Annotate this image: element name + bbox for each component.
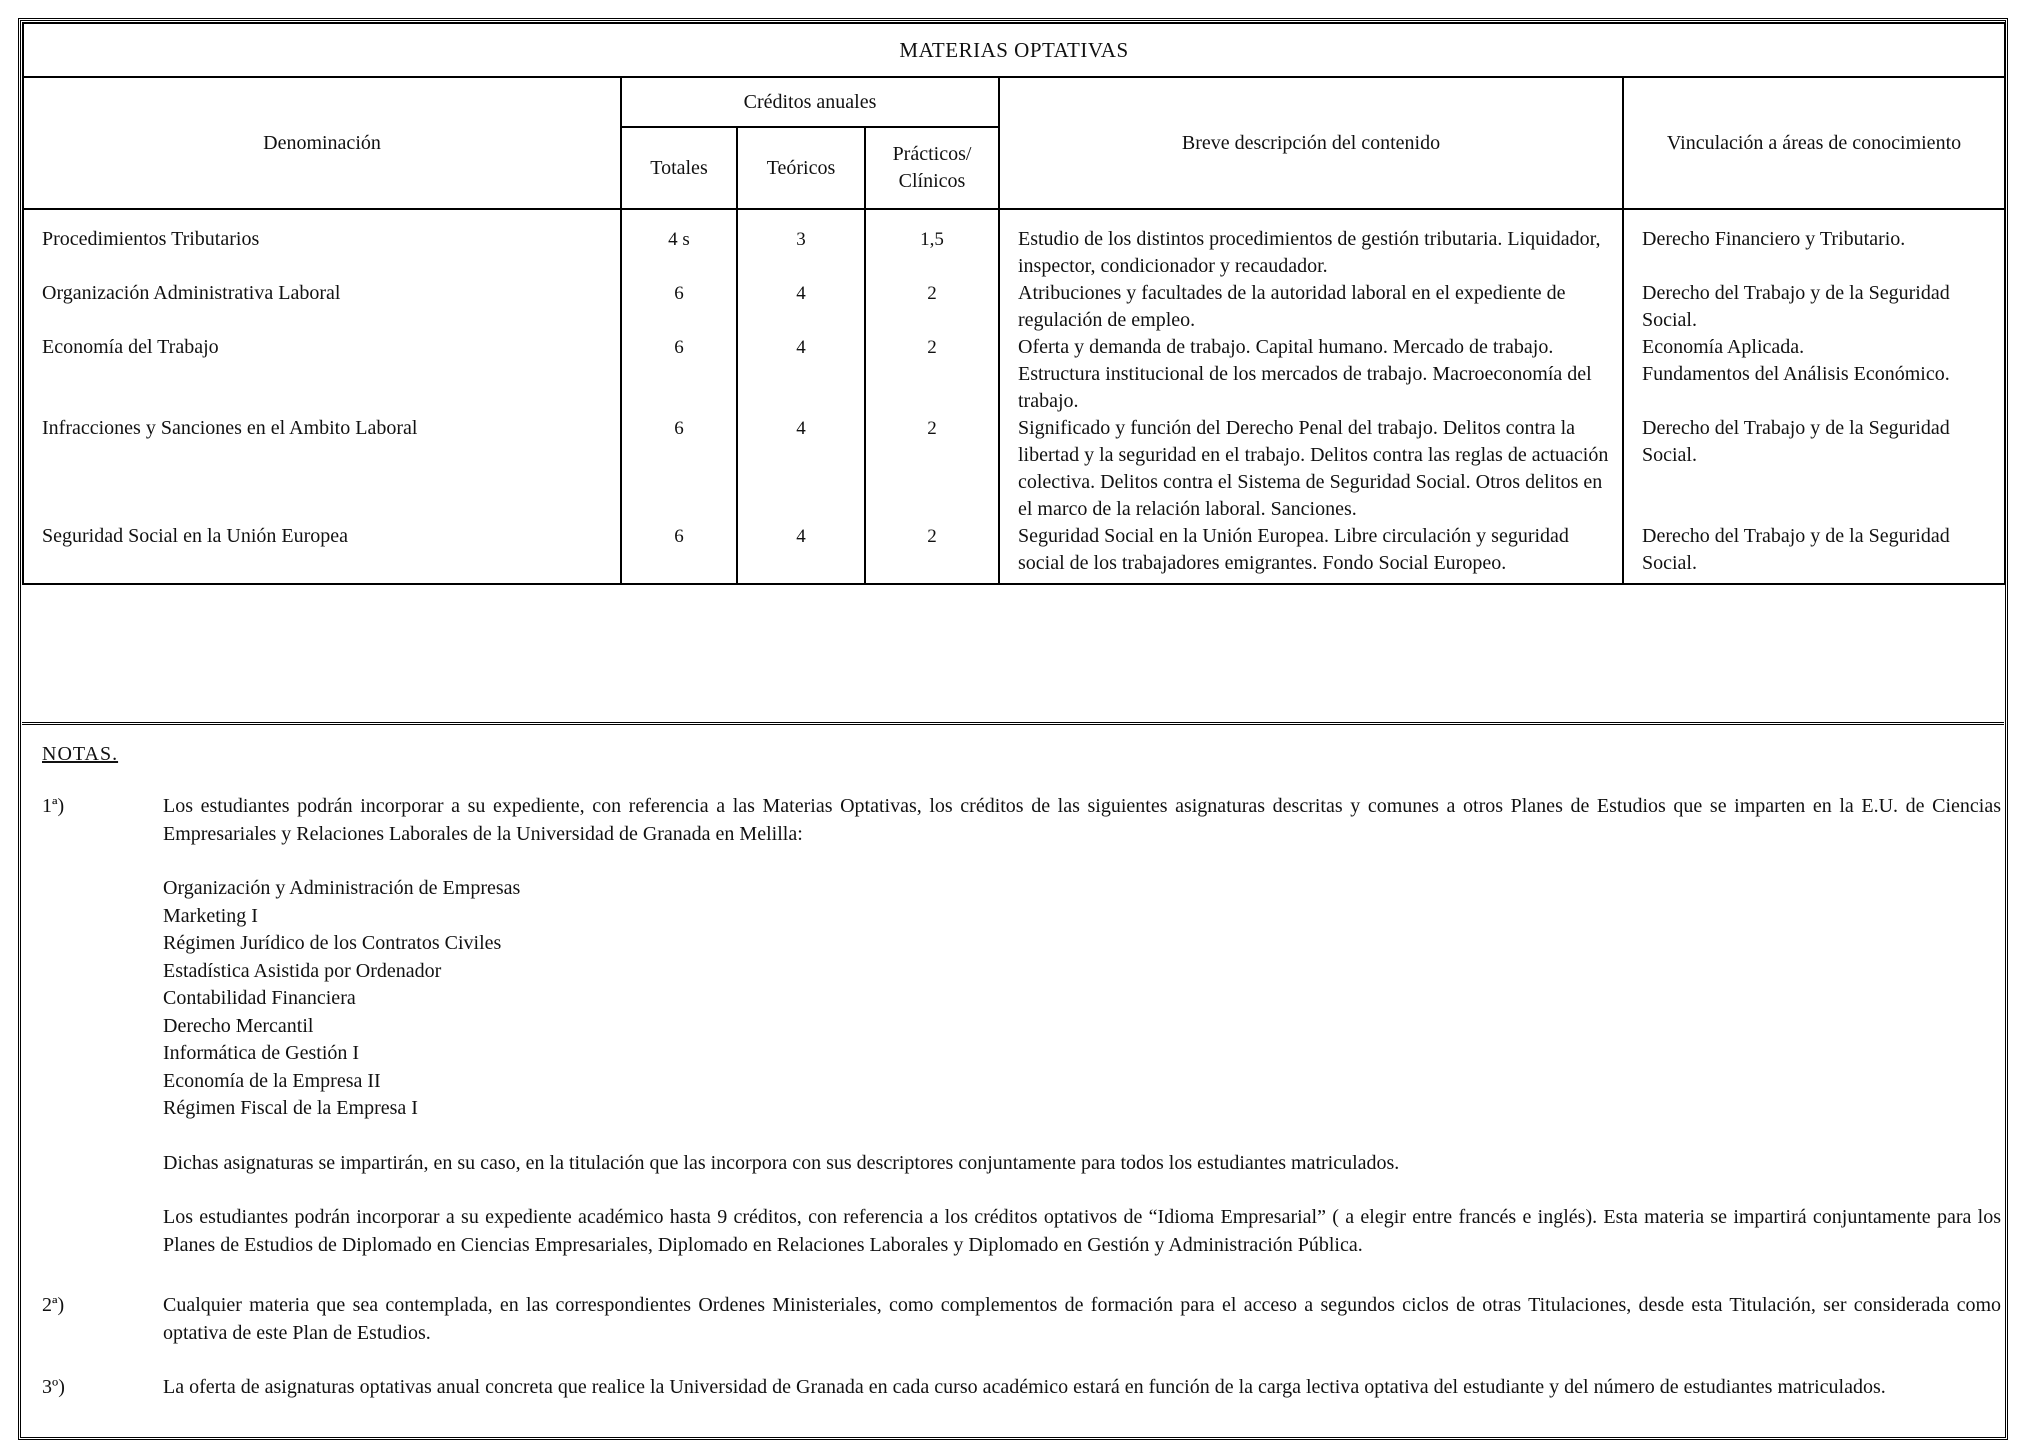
list-item: Informática de Gestión I [163,1042,360,1064]
header-denominacion: Denominación [23,77,621,209]
list-item: Marketing I [163,904,258,927]
header-creditos-anuales: Créditos anuales [621,77,999,127]
cell-descripcion: Seguridad Social en la Unión Europea. Libre circulación y seguridad social de los trabajadores emigrantes. Fondo Social Europeo. [999,523,1623,584]
cell-descripcion: Atribuciones y facultades de la autoridad laboral en el expediente de regulación de empleo. [999,280,1623,334]
table-row [23,280,2005,334]
cell-vinculacion: Derecho Financiero y Tributario. [1623,209,2005,280]
note-1-intro: Los estudiantes podrán incorporar a su expediente, con referencia a las Materias Optativas, los créditos de las siguientes asignaturas descritas y comunes a otros Planes de Estudios que se imparten en la E.U. de Ciencias Empresariales y Relaciones Laborales de la Universidad de Granada en Melilla: [163,795,2001,845]
header-practicos [865,127,999,209]
table-title: MATERIAS OPTATIVAS [23,23,2005,77]
notes-title: NOTAS. [42,743,119,765]
cell-vinculacion: Derecho del Trabajo y de la Seguridad Social. [1623,415,2005,523]
cell-practicos: 1,5 [865,209,999,280]
cell-vinculacion-line: Fundamentos del Análisis Económico. [1642,363,1950,385]
table-row [23,334,2005,415]
subjects-list [163,875,2001,1123]
list-item: Estadística Asistida por Ordenador [163,959,442,982]
header-practicos-line1: Prácticos/ [892,143,972,165]
header-vinculacion: Vinculación a áreas de conocimiento [1623,77,2005,209]
cell-teoricos: 4 [737,523,865,584]
cell-denominacion: Economía del Trabajo [23,334,621,415]
list-item: Derecho Mercantil [163,1014,314,1037]
note-1-paragraph: Los estudiantes podrán incorporar a su expediente académico hasta 9 créditos, con referencia a los créditos optativos de “Idioma Empresarial” ( a elegir entre francés e inglés). Esta materia se impartirá conjuntamente para los Planes de Estudios de Diplomado en Ciencias Empresariales, Diplomado en Relaciones Laborales y Diplomado en Gestión y Administración Pública. [163,1206,2001,1256]
note-number: 1ª) [42,795,65,817]
list-item: Régimen Jurídico de los Contratos Civiles [163,932,502,954]
note-number: 2ª) [42,1294,65,1316]
list-item: Contabilidad Financiera [163,987,356,1009]
cell-descripcion: Oferta y demanda de trabajo. Capital humano. Mercado de trabajo. Estructura institucional de los mercados de trabajo. Macroeconomía del trabajo. [999,334,1623,415]
header-descripcion: Breve descripción del contenido [999,77,1623,209]
cell-practicos: 2 [865,280,999,334]
cell-denominacion: Organización Administrativa Laboral [23,280,621,334]
cell-teoricos: 4 [737,280,865,334]
note-1-paragraph: Dichas asignaturas se impartirán, en su caso, en la titulación que las incorpora con sus descriptores conjuntamente para todos los estudiantes matriculados. [163,1151,1400,1174]
cell-totales: 6 [621,334,737,415]
header-teoricos: Teóricos [737,127,865,209]
cell-vinculacion-line: Economía Aplicada. [1642,336,1805,358]
cell-vinculacion: Derecho del Trabajo y de la Seguridad Social. [1623,523,2005,584]
cell-descripcion: Significado y función del Derecho Penal del trabajo. Delitos contra la libertad y la seguridad en el trabajo. Delitos contra las reglas de actuación colectiva. Delitos contra el Sistema de Seguridad Social. Otros delitos en el marco de la relación laboral. Sanciones. [999,415,1623,523]
note-body [163,793,2001,1259]
cell-practicos: 2 [865,523,999,584]
cell-practicos: 2 [865,334,999,415]
cell-vinculacion: Derecho del Trabajo y de la Seguridad Social. [1623,280,2005,334]
cell-totales: 4 s [621,209,737,280]
cell-teoricos: 4 [737,415,865,523]
cell-vinculacion [1623,334,2005,415]
table-row [23,415,2005,523]
cell-teoricos: 3 [737,209,865,280]
cell-totales: 6 [621,415,737,523]
list-item: Organización y Administración de Empresas [163,877,521,899]
note-body: La oferta de asignaturas optativas anual concreta que realice la Universidad de Granada en cada curso académico estará en función de la carga lectiva optativa del estudiante y del número de estudiantes matriculados. [163,1376,1886,1398]
materias-optativas-table [22,22,2006,585]
table-row [23,209,2005,280]
cell-totales: 6 [621,280,737,334]
cell-teoricos: 4 [737,334,865,415]
cell-denominacion: Seguridad Social en la Unión Europea [23,523,621,584]
header-totales: Totales [621,127,737,209]
notes-section [22,722,2004,1436]
cell-denominacion: Infracciones y Sanciones en el Ambito Laboral [23,415,621,523]
header-practicos-line2: Clínicos [898,170,966,192]
list-item: Régimen Fiscal de la Empresa I [163,1097,418,1119]
cell-practicos: 2 [865,415,999,523]
cell-denominacion: Procedimientos Tributarios [23,209,621,280]
list-item: Economía de la Empresa II [163,1069,381,1092]
table-row [23,523,2005,584]
cell-totales: 6 [621,523,737,584]
cell-descripcion: Estudio de los distintos procedimientos de gestión tributaria. Liquidador, inspector, condicionador y recaudador. [999,209,1623,280]
note-number: 3º) [42,1376,65,1398]
note-body: Cualquier materia que sea contemplada, en las correspondientes Ordenes Ministeriales, como complementos de formación para el acceso a segundos ciclos de otras Titulaciones, desde esta Titulación, ser considerada como optativa de este Plan de Estudios. [163,1294,2001,1344]
